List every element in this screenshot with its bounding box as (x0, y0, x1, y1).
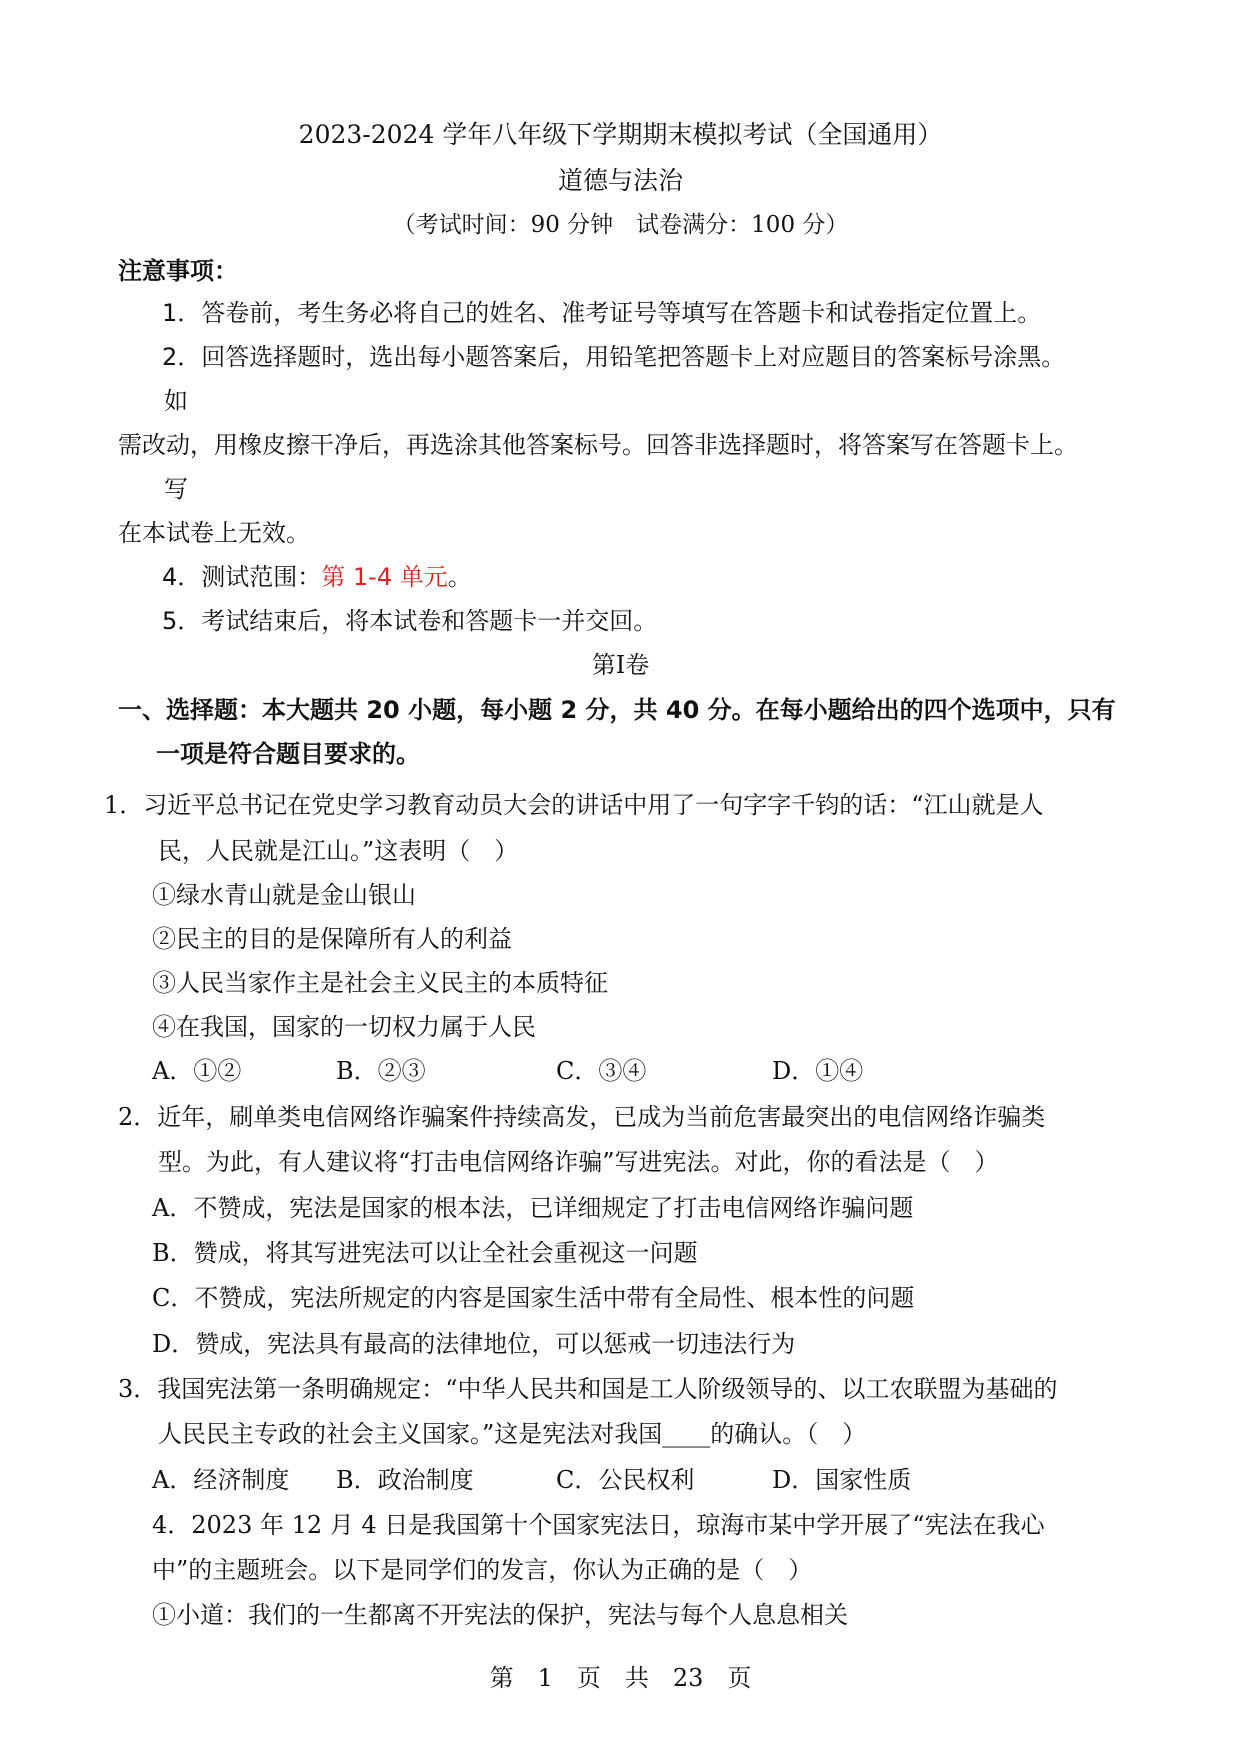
notice-item-1: 1．答卷前，考生务必将自己的姓名、准考证号等填写在答题卡和试卷指定位置上。 (162, 299, 1042, 327)
q4-statement-1: ①小道：我们的一生都离不开宪法的保护，宪法与每个人息息相关 (152, 1601, 848, 1629)
notice-heading: 注意事项： (118, 257, 238, 285)
q2-option-d: D．赞成，宪法具有最高的法律地位，可以惩戒一切违法行为 (152, 1330, 796, 1358)
notice-item-2-line-1: 2．回答选择题时，选出每小题答案后，用铅笔把答题卡上对应题目的答案标号涂黑。 (162, 343, 1066, 371)
q1-option-a: A．①② (152, 1057, 242, 1085)
q1-stem-line-1: 1．习近平总书记在党史学习教育动员大会的讲话中用了一句字字千钧的话：“江山就是人 (104, 791, 1044, 819)
notice-item-2-line-3: 需改动，用橡皮擦干净后，再选涂其他答案标号。回答非选择题时，将答案写在答题卡上。 (118, 431, 1078, 459)
notice-item-4 (162, 562, 472, 592)
q1-option-d: D．①④ (772, 1057, 864, 1085)
q3-option-c: C．公民权利 (556, 1466, 695, 1494)
q3-option-b: B．政治制度 (336, 1466, 474, 1494)
q1-option-b: B．②③ (336, 1057, 426, 1085)
notice-item-2-line-4: 写 (164, 475, 188, 503)
exam-title: 2023-2024 学年八年级下学期期末模拟考试（全国通用） (298, 120, 943, 149)
volume-title: 第Ⅰ卷 (591, 651, 650, 679)
q3-option-d: D．国家性质 (772, 1466, 912, 1494)
q2-option-b: B．赞成，将其写进宪法可以让全社会重视这一问题 (152, 1239, 698, 1267)
q2-stem-line-2: 型。为此，有人建议将“打击电信网络诈骗”写进宪法。对此，你的看法是（ ） (158, 1148, 999, 1176)
q1-option-c: C．③④ (556, 1057, 647, 1085)
notice-item-2-line-2: 如 (164, 387, 188, 415)
subject-title: 道德与法治 (557, 166, 683, 195)
page-footer: 第 1 页 共 23 页 (489, 1664, 752, 1692)
notice-item-4-suffix: 。 (447, 563, 472, 591)
q1-statement-2: ②民主的目的是保障所有人的利益 (152, 925, 512, 953)
q2-option-a: A．不赞成，宪法是国家的根本法，已详细规定了打击电信网络诈骗问题 (152, 1194, 914, 1222)
notice-item-5: 5．考试结束后，将本试卷和答题卡一并交回。 (162, 607, 658, 635)
q1-statement-4: ④在我国，国家的一切权力属于人民 (152, 1013, 536, 1041)
q4-stem-line-2: 中”的主题班会。以下是同学们的发言，你认为正确的是（ ） (152, 1556, 813, 1584)
q1-stem-line-2: 民，人民就是江山。”这表明（ ） (158, 837, 519, 865)
q3-option-a: A．经济制度 (152, 1466, 290, 1494)
q2-stem-line-1: 2．近年，刷单类电信网络诈骗案件持续高发，已成为当前危害最突出的电信网络诈骗类 (118, 1103, 1046, 1131)
test-scope: 第 1-4 单元 (321, 563, 448, 591)
q4-stem-line-1: 4．2023 年 12 月 4 日是我国第十个国家宪法日，琼海市某中学开展了“宪法在我心 (152, 1511, 1045, 1539)
exam-info: （考试时间：90 分钟 试卷满分：100 分） (392, 212, 849, 238)
q1-statement-3: ③人民当家作主是社会主义民主的本质特征 (152, 969, 608, 997)
q2-option-c: C．不赞成，宪法所规定的内容是国家生活中带有全局性、根本性的问题 (152, 1284, 915, 1312)
notice-item-4-prefix: 4．测试范围： (162, 563, 322, 591)
q3-stem-line-1: 3．我国宪法第一条明确规定：“中华人民共和国是工人阶级领导的、以工农联盟为基础的 (118, 1375, 1058, 1403)
q3-stem-line-2: 人民民主专政的社会主义国家。”这是宪法对我国____的确认。（ ） (158, 1420, 867, 1448)
section-1-heading-line-2: 一项是符合题目要求的。 (156, 740, 420, 768)
notice-item-2-line-5: 在本试卷上无效。 (118, 519, 310, 547)
q1-statement-1: ①绿水青山就是金山银山 (152, 881, 416, 909)
section-1-heading-line-1: 一、选择题：本大题共 20 小题，每小题 2 分，共 40 分。在每小题给出的四个选项中，只有 (118, 696, 1116, 724)
